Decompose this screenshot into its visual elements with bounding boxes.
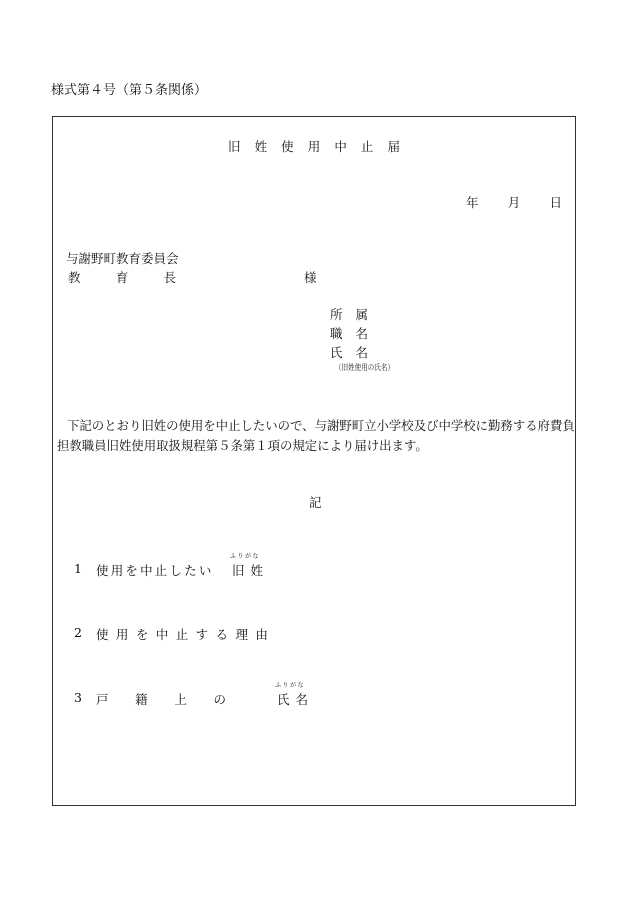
form-title	[228, 137, 400, 155]
body-paragraph: 下記のとおり旧姓の使用を中止したいので、与謝野町立小学校及び中学校に勤務する府費負担教職員旧姓使用取扱規程第５条第１項の規定により届け出ます。	[57, 418, 575, 453]
furigana-note: ふりがな	[275, 682, 306, 689]
item-label-char: 中	[155, 627, 169, 642]
item-label	[96, 690, 226, 708]
addressee-honorific: 様	[304, 270, 317, 285]
old-surname-label: 旧姓	[232, 563, 270, 578]
form-number-label: 様式第４号（第５条関係）	[51, 83, 208, 98]
title-char: 旧	[228, 139, 241, 154]
addressee-organization: 与謝野町教育委員会	[66, 251, 179, 266]
affiliation-char: 属	[355, 307, 368, 322]
item-number: 1	[74, 561, 82, 576]
item-label-char: 用	[115, 627, 129, 642]
name-note: （旧姓使用の氏名）	[335, 363, 395, 372]
date-year-label: 年	[466, 195, 479, 210]
item-number: 2	[74, 625, 82, 640]
item-label-char: 使	[96, 627, 109, 642]
position-char: 名	[355, 326, 368, 341]
title-char: 中	[334, 139, 347, 154]
item-label-char: を	[135, 627, 149, 642]
registered-name-label: 氏名	[277, 692, 315, 707]
title-char: 届	[387, 139, 400, 154]
date-field	[466, 193, 562, 211]
item-label-char: 由	[255, 627, 268, 642]
date-day-label: 日	[549, 195, 562, 210]
affiliation-char: 所	[330, 307, 343, 322]
registered-name-field	[275, 682, 315, 708]
item-label-char: 止	[175, 627, 189, 642]
item-label-char: 籍	[135, 692, 148, 707]
item-label-char: 戸	[96, 692, 109, 707]
addressee-title-char: 育	[115, 270, 129, 285]
item-label-char: 上	[174, 692, 187, 707]
title-char: 姓	[254, 139, 268, 154]
name-char: 名	[355, 345, 368, 360]
name-char: 氏	[330, 345, 343, 360]
name-label	[330, 343, 368, 361]
old-surname-field	[230, 553, 270, 579]
addressee-title-char: 教	[68, 270, 81, 285]
item-label-char: の	[213, 692, 226, 707]
item-label-char: 理	[235, 627, 248, 642]
title-char: 使	[281, 139, 294, 154]
item-number: 3	[74, 690, 82, 705]
addressee-title	[68, 268, 176, 286]
item-label	[96, 625, 268, 643]
title-char: 止	[360, 139, 374, 154]
title-char: 用	[307, 139, 321, 154]
furigana-note: ふりがな	[230, 553, 261, 560]
affiliation-label	[330, 305, 368, 323]
position-char: 職	[330, 326, 343, 341]
date-month-label: 月	[507, 195, 521, 210]
ki-heading: 記	[309, 495, 322, 510]
item-label-char: る	[215, 627, 229, 642]
addressee-title-char: 長	[163, 270, 176, 285]
item-label-char: す	[195, 627, 209, 642]
item-label: 使用を中止したい	[96, 563, 214, 578]
position-label	[330, 324, 368, 342]
